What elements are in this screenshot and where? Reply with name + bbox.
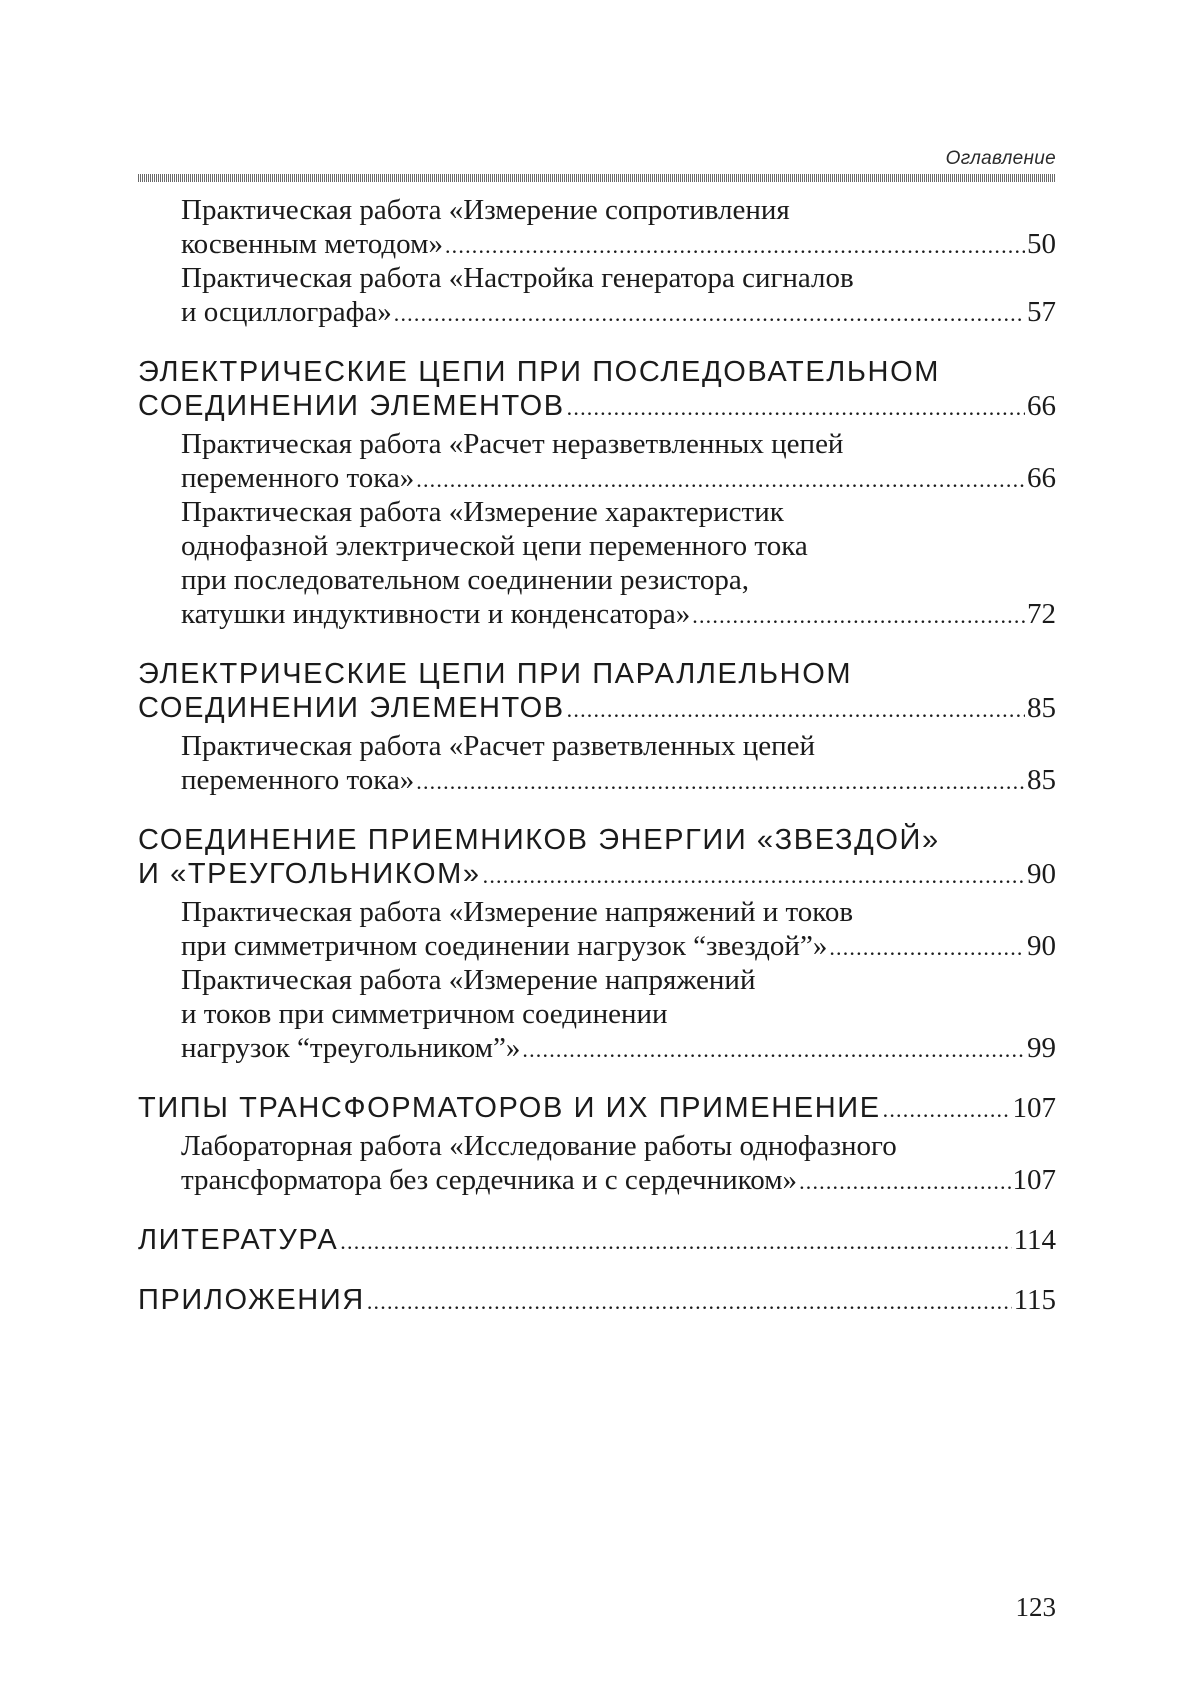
toc-subsection-entry[interactable] [138, 261, 1056, 329]
toc-page-number: 72 [1027, 598, 1056, 630]
toc-entry-title: ТИПЫ ТРАНСФОРМАТОРОВ И ИХ ПРИМЕНЕНИЕ [138, 1092, 881, 1124]
toc-entry-line [181, 261, 1056, 295]
book-page [138, 0, 1056, 1681]
toc-entry-line [138, 857, 1056, 891]
toc-page-number: 85 [1027, 692, 1056, 724]
toc-page-number: 115 [1013, 1284, 1056, 1316]
dot-leader [883, 1093, 1011, 1127]
toc-section-entry[interactable] [138, 823, 1056, 891]
toc-subsection-entry[interactable] [138, 193, 1056, 261]
dot-leader [829, 931, 1025, 965]
toc-entry-title: при симметричном соединении нагрузок “звездой”» [181, 930, 828, 962]
toc-entry-title: переменного тока» [181, 764, 415, 796]
toc-entry-title: И «ТРЕУГОЛЬНИКОМ» [138, 858, 481, 890]
toc-entry-line [138, 1223, 1056, 1257]
toc-entry-line [181, 997, 1056, 1031]
toc-entry-title: ЭЛЕКТРИЧЕСКИЕ ЦЕПИ ПРИ ПАРАЛЛЕЛЬНОМ [138, 658, 853, 690]
toc-entry-title: СОЕДИНЕНИЕ ПРИЕМНИКОВ ЭНЕРГИИ «ЗВЕЗДОЙ» [138, 824, 940, 856]
toc-entry-line [138, 691, 1056, 725]
dot-leader [340, 1225, 1011, 1259]
toc-subsection-entry[interactable] [138, 495, 1056, 631]
dot-leader [394, 297, 1025, 331]
toc-entry-line [181, 895, 1056, 929]
toc-entry-line [181, 1129, 1056, 1163]
toc-entry-line [138, 389, 1056, 423]
toc-entry-title: Практическая работа «Измерение сопротивления [181, 194, 790, 226]
dot-leader [445, 229, 1025, 263]
toc-entry-line [138, 823, 1056, 857]
toc-entry-title: и осциллографа» [181, 296, 392, 328]
dot-leader [567, 693, 1025, 727]
page-number: 123 [1015, 1592, 1056, 1622]
dot-leader [692, 599, 1025, 633]
toc-page-number: 50 [1027, 228, 1056, 260]
dot-leader [416, 765, 1025, 799]
toc-section-entry[interactable] [138, 1223, 1056, 1257]
dot-leader [522, 1033, 1025, 1067]
toc-entry-line [138, 355, 1056, 389]
toc-entry-line [138, 657, 1056, 691]
toc-entry-line [181, 963, 1056, 997]
toc-entry-line [181, 597, 1056, 631]
toc-entry-title: Практическая работа «Измерение характеристик [181, 496, 784, 528]
toc-page-number: 99 [1027, 1032, 1056, 1064]
toc-page-number: 90 [1027, 858, 1056, 890]
toc-subsection-entry[interactable] [138, 895, 1056, 963]
toc-entry-title: ЛИТЕРАТУРА [138, 1224, 339, 1256]
toc-subsection-entry[interactable] [138, 1129, 1056, 1197]
toc-page-number: 66 [1027, 462, 1056, 494]
toc-entry-title: СОЕДИНЕНИИ ЭЛЕМЕНТОВ [138, 692, 565, 724]
header-rule [138, 174, 1056, 182]
toc-subsection-entry[interactable] [138, 427, 1056, 495]
toc-entry-line [181, 563, 1056, 597]
toc-entry-line [181, 193, 1056, 227]
toc-entry-line [181, 495, 1056, 529]
running-head: Оглавление [945, 148, 1056, 169]
toc-entry-line [181, 461, 1056, 495]
toc-entry-line [181, 1163, 1056, 1197]
toc-page-number: 85 [1027, 764, 1056, 796]
toc-entry-title: переменного тока» [181, 462, 415, 494]
dot-leader [799, 1165, 1010, 1199]
toc-subsection-entry[interactable] [138, 963, 1056, 1065]
toc-entry-line [181, 427, 1056, 461]
dot-leader [416, 463, 1025, 497]
toc-section-entry[interactable] [138, 355, 1056, 423]
toc-entry-line [181, 227, 1056, 261]
toc-entry-title: нагрузок “треугольником”» [181, 1032, 521, 1064]
toc-entry-title: однофазной электрической цепи переменного тока [181, 530, 808, 562]
toc-entry-line [181, 529, 1056, 563]
toc-entry-title: ЭЛЕКТРИЧЕСКИЕ ЦЕПИ ПРИ ПОСЛЕДОВАТЕЛЬНОМ [138, 356, 941, 388]
toc-entry-line [181, 729, 1056, 763]
toc-entry-title: трансформатора без сердечника и с сердечником» [181, 1164, 798, 1196]
toc-entry-title: ПРИЛОЖЕНИЯ [138, 1284, 365, 1316]
toc-section-entry[interactable] [138, 1283, 1056, 1317]
toc-entry-title: Практическая работа «Измерение напряжений [181, 964, 756, 996]
toc-entry-line [181, 295, 1056, 329]
toc-entry-line [181, 1031, 1056, 1065]
toc-page-number: 114 [1013, 1224, 1056, 1256]
toc-entry-title: Практическая работа «Настройка генератора сигналов [181, 262, 854, 294]
toc-entry-title: катушки индуктивности и конденсатора» [181, 598, 691, 630]
table-of-contents [138, 193, 1056, 1317]
toc-entry-title: при последовательном соединении резистора, [181, 564, 750, 596]
toc-section-entry[interactable] [138, 657, 1056, 725]
toc-entry-line [138, 1091, 1056, 1125]
toc-entry-line [181, 929, 1056, 963]
toc-entry-title: косвенным методом» [181, 228, 443, 260]
dot-leader [567, 391, 1025, 425]
toc-entry-line [181, 763, 1056, 797]
toc-entry-line [138, 1283, 1056, 1317]
toc-section-entry[interactable] [138, 1091, 1056, 1125]
toc-entry-title: Практическая работа «Измерение напряжений и токов [181, 896, 854, 928]
toc-subsection-entry[interactable] [138, 729, 1056, 797]
toc-page-number: 66 [1027, 390, 1056, 422]
toc-entry-title: и токов при симметричном соединении [181, 998, 668, 1030]
toc-page-number: 107 [1012, 1092, 1056, 1124]
toc-entry-title: Лабораторная работа «Исследование работы однофазного [181, 1130, 897, 1162]
toc-entry-title: СОЕДИНЕНИИ ЭЛЕМЕНТОВ [138, 390, 565, 422]
toc-entry-title: Практическая работа «Расчет неразветвленных цепей [181, 428, 844, 460]
toc-entry-title: Практическая работа «Расчет разветвленных цепей [181, 730, 816, 762]
toc-page-number: 57 [1027, 296, 1056, 328]
dot-leader [483, 859, 1025, 893]
toc-page-number: 90 [1027, 930, 1056, 962]
dot-leader [367, 1285, 1012, 1319]
toc-page-number: 107 [1012, 1164, 1056, 1196]
